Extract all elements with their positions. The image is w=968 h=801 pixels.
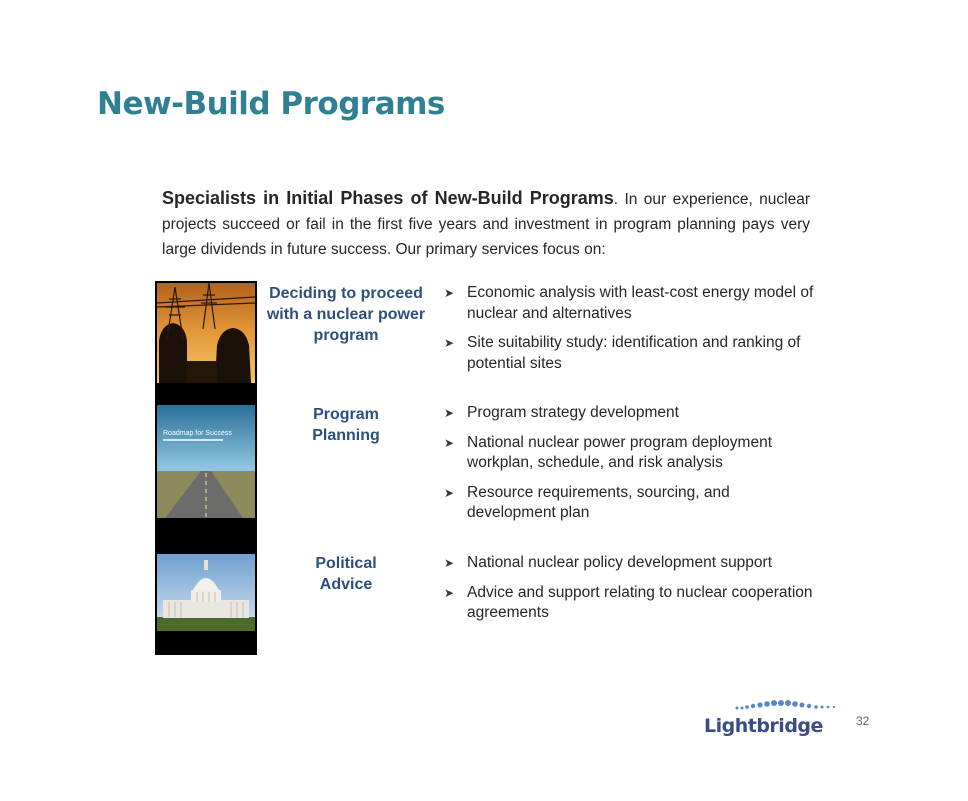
page-number: 32	[856, 714, 870, 728]
nuclear-plant-sunset-image	[157, 283, 255, 383]
list-item: ➤ Site suitability study: identification and ranking of potential sites	[444, 334, 801, 372]
arrowhead-bullet-icon: ➤	[444, 286, 455, 300]
section-label-political-advice: Political Advice	[315, 555, 377, 593]
arrowhead-bullet-icon: ➤	[444, 585, 455, 600]
intro-body: . In our experience, nuclear projects succeed or fail in the first five years and investment in program planning pays very large dividends in future success. Our primary services focus on:	[162, 191, 810, 258]
intro-paragraph	[162, 186, 810, 262]
arrowhead-bullet-icon: ➤	[444, 336, 455, 350]
slide-title: New-Build Programs	[97, 86, 445, 122]
arrowhead-bullet-icon: ➤	[444, 406, 455, 420]
bullet-list-political-advice	[444, 553, 814, 633]
logo-dots-icon	[734, 698, 840, 714]
arrowhead-bullet-icon: ➤	[444, 556, 455, 570]
section-label-deciding: Deciding to proceed with a nuclear power program	[266, 285, 426, 344]
intro-lead: Specialists in Initial Phases of New-Build Programs	[162, 188, 614, 208]
list-item: ➤ National nuclear policy development support	[444, 553, 814, 574]
list-item: ➤ Resource requirements, sourcing, and development plan	[444, 483, 730, 521]
roadmap-cover-title: Roadmap for Success	[163, 430, 232, 437]
bullet-list-program-planning	[444, 403, 814, 533]
list-item: ➤ Economic analysis with least-cost energy model of nuclear and alternatives	[444, 284, 814, 322]
list-item: ➤ Program strategy development	[444, 403, 814, 424]
logo-text: Lightbridge	[704, 715, 823, 737]
bullet-list-deciding	[444, 283, 814, 383]
capitol-building-image	[157, 554, 255, 631]
lightbridge-logo	[700, 698, 845, 744]
photo-strip	[155, 281, 257, 655]
list-item: ➤ Advice and support relating to nuclear cooperation agreements	[444, 583, 813, 621]
section-label-program-planning: Program Planning	[312, 406, 380, 444]
list-item: ➤ National nuclear power program deployment workplan, schedule, and risk analysis	[444, 433, 772, 471]
arrowhead-bullet-icon: ➤	[444, 435, 455, 450]
roadmap-for-success-cover-image	[157, 405, 255, 518]
arrowhead-bullet-icon: ➤	[444, 485, 455, 500]
